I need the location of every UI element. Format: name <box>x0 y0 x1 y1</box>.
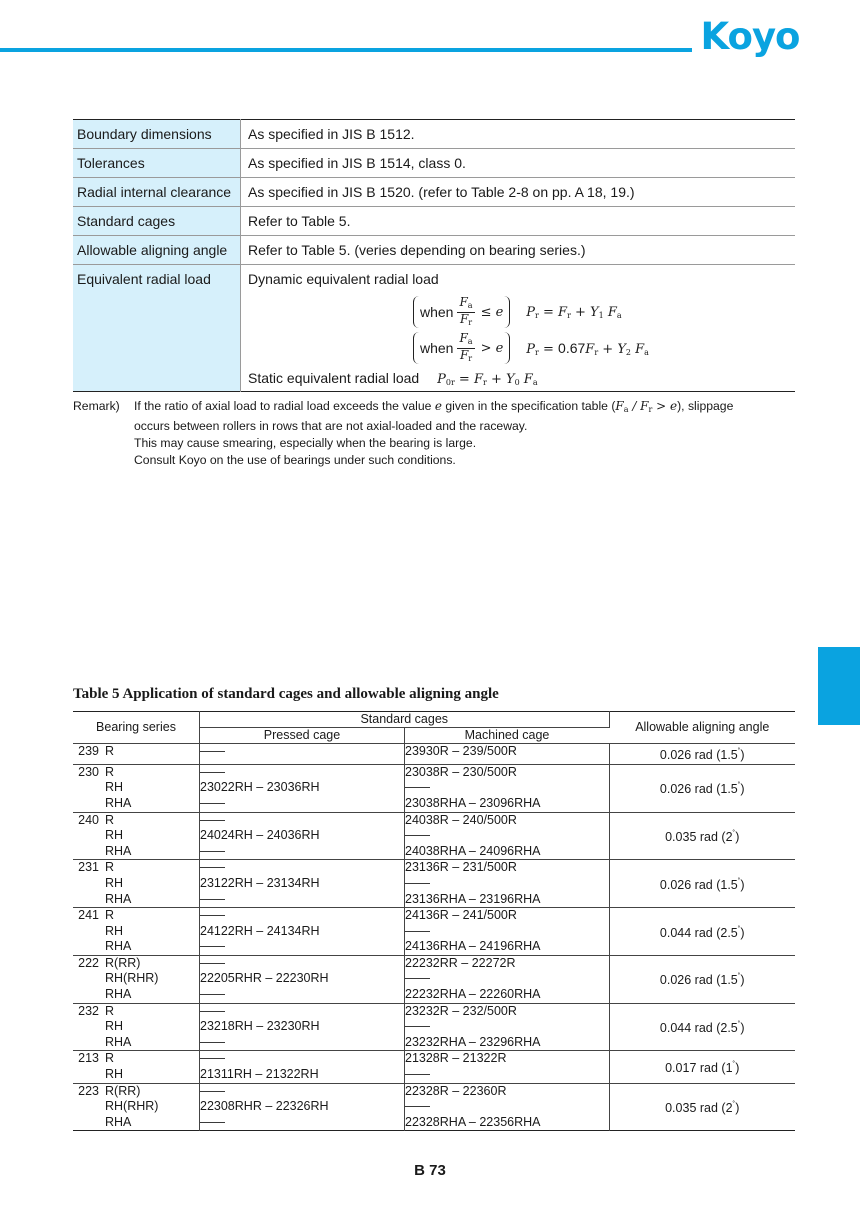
series-number: 232 <box>78 1003 99 1018</box>
series-type: RHA <box>105 1114 132 1129</box>
remark-line-1: If the ratio of axial load to radial load exceeds the value e given in the specification table $(F_a / F_r > e)$, slippage <box>134 399 734 414</box>
remark-label: Remark) <box>73 399 120 413</box>
series-type: RHA <box>105 987 132 1002</box>
cell-bearing-series <box>73 955 200 1003</box>
remark-body <box>134 398 795 469</box>
degree-mark: ˚ <box>737 747 741 756</box>
series-type: RHA <box>105 891 132 906</box>
angle-value: 0.044 rad (2.5 <box>659 1021 738 1036</box>
cell-machined-cage <box>405 812 610 860</box>
cell-aligning-angle <box>609 812 795 860</box>
series-type: RH <box>105 828 124 843</box>
cell-aligning-angle <box>609 908 795 956</box>
pressed-cage-value: 23122RH – 23134RH <box>200 875 320 890</box>
series-type: R <box>105 860 115 875</box>
angle-value: 0.035 rad (2 <box>665 830 733 845</box>
degree-mark: ˚ <box>737 972 741 982</box>
specification-body <box>73 120 795 392</box>
cell-aligning-angle <box>609 955 795 1003</box>
cell-aligning-angle <box>609 1051 795 1083</box>
degree-mark: ˚ <box>732 1100 736 1110</box>
degree-mark: ˚ <box>732 1060 736 1070</box>
series-type: R <box>105 744 115 758</box>
angle-close: ) <box>735 830 740 845</box>
cell-pressed-cage <box>200 1083 405 1131</box>
series-type: RHA <box>105 1034 132 1049</box>
cell-machined-cage <box>405 764 610 812</box>
machined-cage-value: 24038RHA – 24096RHA <box>405 843 541 858</box>
degree-mark: ˚ <box>737 1020 741 1030</box>
spec-value: As specified in JIS B 1514, class 0. <box>241 149 796 178</box>
angle-close: ) <box>740 748 745 763</box>
series-type: RH(RHR) <box>105 1099 159 1114</box>
cell-pressed-cage <box>200 860 405 908</box>
degree-mark: ˚ <box>737 924 741 934</box>
machined-cage-value: 22328RHA – 22356RHA <box>405 1114 541 1129</box>
remark-text: given in the specification table ( <box>445 399 616 413</box>
table-row <box>73 1003 795 1051</box>
series-number: 222 <box>78 955 99 970</box>
machined-cage-value: —— <box>405 780 430 795</box>
cell-aligning-angle <box>609 1083 795 1131</box>
formula-static: $P_{0r} = F_r + Y_0$ $F_a$ <box>437 372 538 387</box>
series-number: 231 <box>78 860 99 875</box>
machined-cage-value: 24136R – 241/500R <box>405 908 517 923</box>
cell-bearing-series <box>73 1083 200 1131</box>
degree-mark: ˚ <box>737 781 741 791</box>
spec-row-cages <box>73 207 795 236</box>
load-ratio-fraction: $\frac{F_a}{F_r}$ <box>459 330 473 363</box>
series-number: 223 <box>78 1083 99 1098</box>
angle-close: ) <box>740 1021 745 1036</box>
cell-aligning-angle <box>609 764 795 812</box>
spec-row-equivalent-load <box>73 265 795 392</box>
cell-aligning-angle <box>609 1003 795 1051</box>
angle-value: 0.044 rad (2.5 <box>659 925 738 940</box>
table-row <box>73 764 795 812</box>
series-type: R <box>105 1003 115 1018</box>
remark-note <box>73 398 795 469</box>
machined-cage-value: 21328R – 21322R <box>405 1051 507 1066</box>
header-bearing-series: Bearing series <box>73 712 200 744</box>
pressed-cage-value: —— <box>200 1003 225 1018</box>
series-type: R(RR) <box>105 1083 141 1098</box>
cell-pressed-cage <box>200 812 405 860</box>
cell-bearing-series <box>73 1051 200 1083</box>
machined-cage-value: 22328R – 22360R <box>405 1083 507 1098</box>
machined-cage-value: 22232RR – 22272R <box>405 955 516 970</box>
section-tab <box>818 647 860 725</box>
pressed-cage-value: 24122RH – 24134RH <box>200 923 320 938</box>
cell-bearing-series <box>73 764 200 812</box>
table-row <box>73 955 795 1003</box>
spec-value: As specified in JIS B 1512. <box>241 120 796 149</box>
series-number: 213 <box>78 1051 99 1066</box>
spec-row-boundary <box>73 120 795 149</box>
formula-line-2 <box>413 329 649 367</box>
table-row <box>73 744 795 765</box>
series-type: RHA <box>105 939 132 954</box>
pressed-cage-value: 21311RH – 21322RH <box>200 1067 319 1082</box>
series-number: 239 <box>78 744 99 758</box>
machined-cage-value: —— <box>405 1099 430 1114</box>
pressed-cage-value: —— <box>200 1051 225 1066</box>
angle-value: 0.026 rad (1.5 <box>659 877 738 892</box>
cell-pressed-cage <box>200 1051 405 1083</box>
machined-cage-value: —— <box>405 923 430 938</box>
machined-cage-value: —— <box>405 875 430 890</box>
pressed-cage-value: 22205RHR – 22230RH <box>200 971 329 986</box>
formula-dynamic-1: $P_r = F_r + Y_1$ $F_a$ <box>526 304 622 320</box>
spec-value-formulas <box>241 265 796 392</box>
series-type: RHA <box>105 843 132 858</box>
series-type: RH <box>105 1067 124 1082</box>
machined-cage-value: 23038RHA – 23096RHA <box>405 795 541 810</box>
degree-mark: ˚ <box>737 876 741 886</box>
specification-table <box>73 119 795 392</box>
header-standard-cages: Standard cages <box>200 712 610 728</box>
spec-value: As specified in JIS B 1520. (refer to Table 2-8 on pp. A 18, 19.) <box>241 178 796 207</box>
table-row <box>73 812 795 860</box>
series-type: RH(RHR) <box>105 971 159 986</box>
series-type: RH <box>105 780 124 795</box>
machined-cage-value: —— <box>405 1019 430 1034</box>
condition-bracket: when $\frac{F_a}{F_r}$ > e <box>413 332 510 364</box>
series-type: R <box>105 764 115 779</box>
cell-pressed-cage <box>200 1003 405 1051</box>
cell-pressed-cage <box>200 764 405 812</box>
angle-close: ) <box>740 877 745 892</box>
pressed-cage-value: —— <box>200 1083 225 1098</box>
table-row <box>73 1051 795 1083</box>
machined-cage-value: 23232RHA – 23296RHA <box>405 1034 541 1049</box>
header-rule <box>0 48 692 52</box>
spec-row-tolerances <box>73 149 795 178</box>
coefficient: 0.67 <box>558 339 586 356</box>
formula-line-1 <box>413 293 622 331</box>
cell-aligning-angle <box>609 744 795 765</box>
spec-label: Standard cages <box>73 207 241 236</box>
pressed-cage-value: —— <box>200 987 225 1002</box>
cell-bearing-series <box>73 744 200 765</box>
series-type: RH <box>105 875 124 890</box>
machined-cage-value: —— <box>405 828 430 843</box>
table-row <box>73 1083 795 1131</box>
angle-value: 0.017 rad (1 <box>665 1061 733 1076</box>
remark-text: If the ratio of axial load to radial load exceeds the value <box>134 399 432 413</box>
pressed-cage-value: —— <box>200 939 225 954</box>
machined-cage-value: 23930R – 239/500R <box>405 744 517 758</box>
series-type: R <box>105 908 115 923</box>
angle-close: ) <box>740 973 745 988</box>
cell-bearing-series <box>73 908 200 956</box>
cell-machined-cage <box>405 908 610 956</box>
header-pressed-cage: Pressed cage <box>200 728 405 744</box>
series-type: R(RR) <box>105 955 141 970</box>
angle-value: 0.035 rad (2 <box>665 1101 733 1116</box>
cage-application-table <box>73 711 795 1131</box>
angle-value: 0.026 rad (1.5 <box>659 782 738 797</box>
pressed-cage-value: —— <box>200 744 225 758</box>
table5-header-row-1 <box>73 712 795 728</box>
cell-bearing-series <box>73 860 200 908</box>
series-number: 240 <box>78 812 99 827</box>
pressed-cage-value: —— <box>200 764 225 779</box>
pressed-cage-value: —— <box>200 1034 225 1049</box>
series-type: RHA <box>105 795 132 810</box>
spec-label: Boundary dimensions <box>73 120 241 149</box>
cell-pressed-cage <box>200 955 405 1003</box>
series-type: R <box>105 812 115 827</box>
spec-row-aligning-angle <box>73 236 795 265</box>
page-number: B 73 <box>414 1162 446 1179</box>
pressed-cage-value: 23218RH – 23230RH <box>200 1019 320 1034</box>
spec-row-clearance <box>73 178 795 207</box>
spec-label: Allowable aligning angle <box>73 236 241 265</box>
machined-cage-value: 23136R – 231/500R <box>405 860 517 875</box>
angle-value: 0.026 rad (1.5 <box>659 748 738 763</box>
cell-bearing-series <box>73 812 200 860</box>
angle-close: ) <box>735 1101 740 1116</box>
machined-cage-value: 24038R – 240/500R <box>405 812 517 827</box>
remark-text: ), slippage <box>677 399 734 413</box>
spec-value: Refer to Table 5. <box>241 207 796 236</box>
pressed-cage-value: —— <box>200 860 225 875</box>
spec-value: Refer to Table 5. (veries depending on bearing series.) <box>241 236 796 265</box>
when-label: when <box>420 304 454 320</box>
pressed-cage-value: —— <box>200 891 225 906</box>
header-machined-cage: Machined cage <box>405 728 610 744</box>
pressed-cage-value: 23022RH – 23036RH <box>200 780 320 795</box>
spec-label: Tolerances <box>73 149 241 178</box>
pressed-cage-value: —— <box>200 955 225 970</box>
angle-close: ) <box>735 1061 740 1076</box>
header-aligning-angle: Allowable aligning angle <box>609 712 795 744</box>
table5-title: Table 5 Application of standard cages and allowable aligning angle <box>73 686 499 702</box>
dynamic-load-heading: Dynamic equivalent radial load <box>248 271 439 287</box>
koyo-logo: Koyo <box>700 15 800 58</box>
cell-aligning-angle <box>609 860 795 908</box>
static-load-line <box>248 367 538 394</box>
machined-cage-value: 23136RHA – 23196RHA <box>405 891 541 906</box>
cell-pressed-cage <box>200 908 405 956</box>
angle-close: ) <box>740 782 745 797</box>
series-type: RH <box>105 1019 124 1034</box>
machined-cage-value: 22232RHA – 22260RHA <box>405 987 541 1002</box>
angle-value: 0.026 rad (1.5 <box>659 973 738 988</box>
static-load-heading: Static equivalent radial load <box>248 370 420 386</box>
pressed-cage-value: 24024RH – 24036RH <box>200 828 320 843</box>
machined-cage-value: —— <box>405 1067 430 1082</box>
load-ratio-fraction: $\frac{F_a}{F_r}$ <box>459 294 473 327</box>
cell-machined-cage <box>405 1003 610 1051</box>
when-label: when <box>420 340 454 356</box>
cell-pressed-cage <box>200 744 405 765</box>
formula-block <box>241 265 795 391</box>
angle-close: ) <box>740 925 745 940</box>
cell-machined-cage <box>405 1051 610 1083</box>
remark-line-4: Consult Koyo on the use of bearings under such conditions. <box>134 453 456 467</box>
remark-line-2: occurs between rollers in rows that are not axial-loaded and the raceway. <box>134 419 528 433</box>
remark-line-3: This may cause smearing, especially when the bearing is large. <box>134 436 477 450</box>
machined-cage-value: 23232R – 232/500R <box>405 1003 517 1018</box>
pressed-cage-value: —— <box>200 795 225 810</box>
pressed-cage-value: —— <box>200 908 225 923</box>
spec-label: Equivalent radial load <box>73 265 241 392</box>
condition-bracket: when $\frac{F_a}{F_r}$ ≤ e <box>413 296 510 328</box>
series-number: 241 <box>78 908 99 923</box>
series-type: R <box>105 1051 115 1066</box>
pressed-cage-value: —— <box>200 812 225 827</box>
cell-machined-cage <box>405 1083 610 1131</box>
machined-cage-value: 24136RHA – 24196RHA <box>405 939 541 954</box>
table-row <box>73 908 795 956</box>
series-number: 230 <box>78 764 99 779</box>
cell-bearing-series <box>73 1003 200 1051</box>
cell-machined-cage <box>405 955 610 1003</box>
formula-dynamic-2: $P_r = 0.67F_r + Y_2$ $F_a$ <box>526 339 649 357</box>
cell-machined-cage <box>405 744 610 765</box>
cell-machined-cage <box>405 860 610 908</box>
table-row <box>73 860 795 908</box>
degree-mark: ˚ <box>732 829 736 839</box>
machined-cage-value: 23038R – 230/500R <box>405 764 517 779</box>
table5-body <box>73 744 795 1131</box>
pressed-cage-value: —— <box>200 843 225 858</box>
machined-cage-value: —— <box>405 971 430 986</box>
spec-label: Radial internal clearance <box>73 178 241 207</box>
pressed-cage-value: —— <box>200 1114 225 1129</box>
pressed-cage-value: 22308RHR – 22326RH <box>200 1099 329 1114</box>
series-type: RH <box>105 923 124 938</box>
